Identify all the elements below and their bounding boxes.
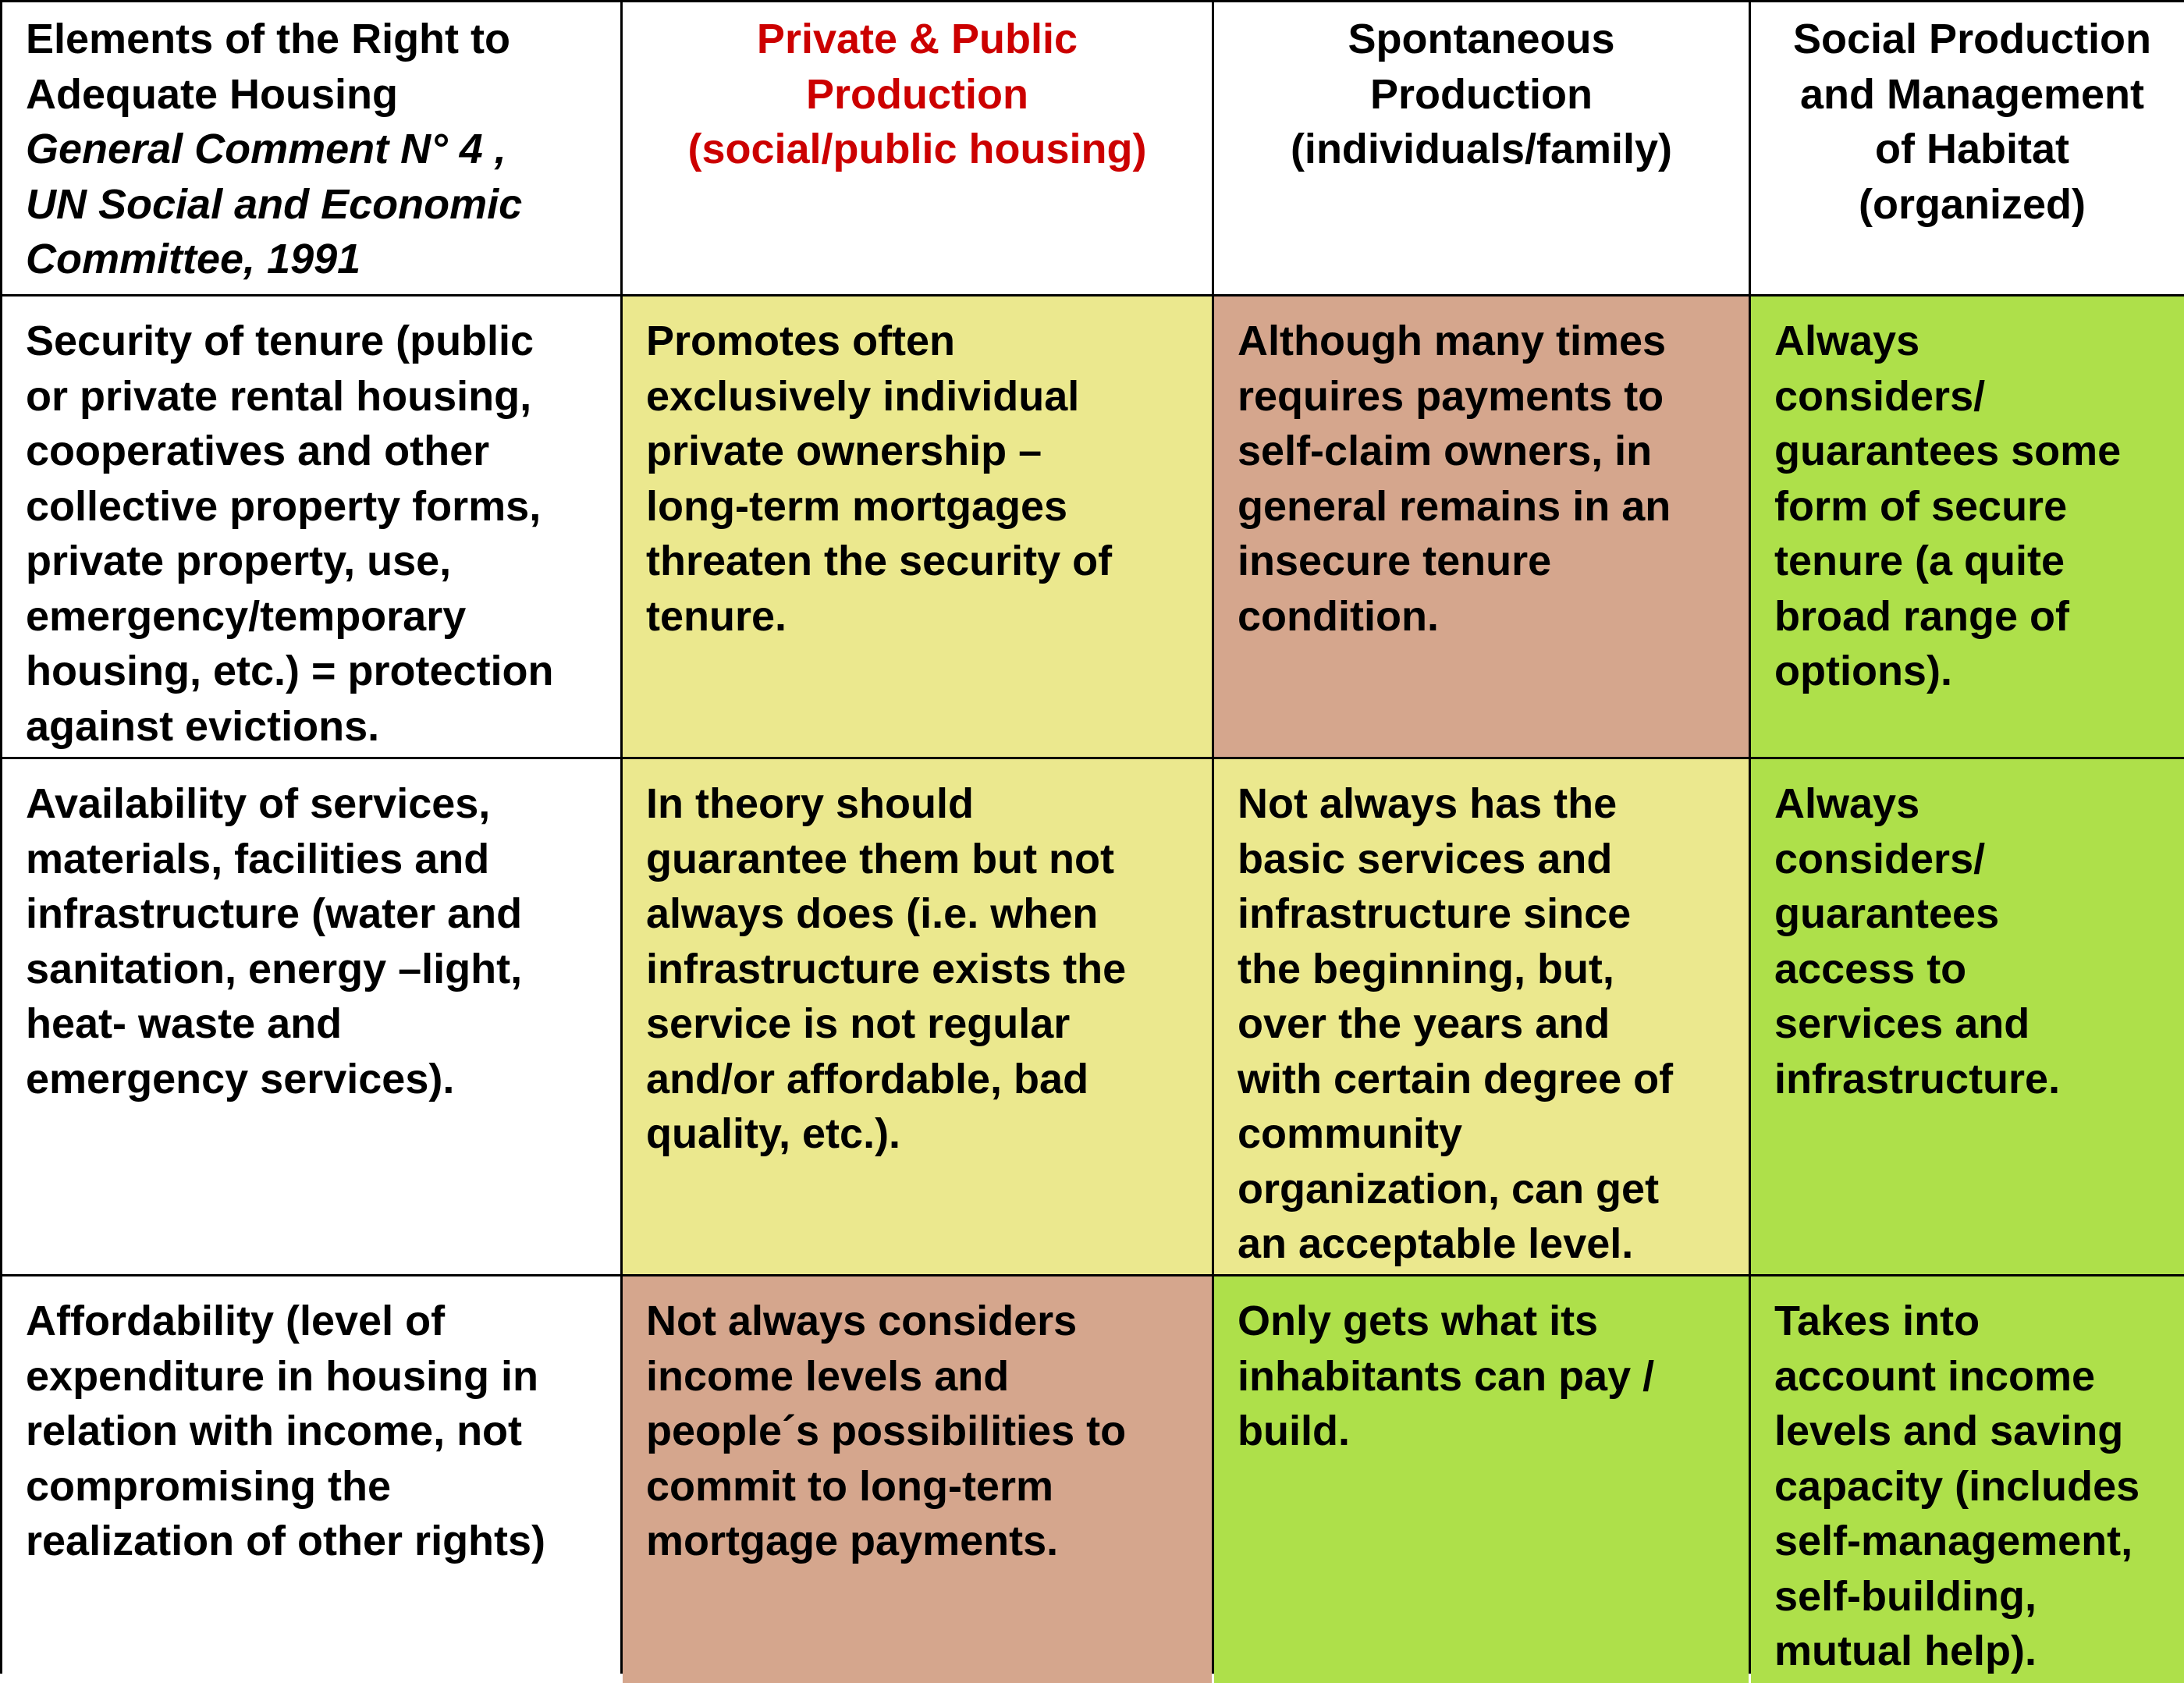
header-source-line3: Committee, 1991 [26, 236, 361, 282]
row-services-social: Always considers/ guarantees access to services and infrastructure. [1751, 759, 2184, 1274]
row-tenure-spontaneous: Although many times requires payments to self-claim owners, in general remains in an insecure tenure condition. [1214, 296, 1749, 757]
row-tenure-element: Security of tenure (public or private rental housing, cooperatives and other collective property forms, private property, use, emergency/temporary housing, etc.) = protection against evictions. [2, 296, 620, 757]
row-affordability-element: Affordability (level of expenditure in housing in relation with income, not compromising the realization of other rights) [2, 1276, 620, 1683]
row-affordability-private-public: Not always considers income levels and people´s possibilities to commit to long-term mortgage payments. [623, 1276, 1212, 1683]
row-services-spontaneous: Not always has the basic services and infrastructure since the beginning, but, over the years and with certain degree of community organization, can get an acceptable level. [1214, 759, 1749, 1274]
row-affordability-spontaneous: Only gets what its inhabitants can pay / build. [1214, 1276, 1749, 1683]
row-tenure-social: Always considers/ guarantees some form of secure tenure (a quite broad range of options). [1751, 296, 2184, 757]
row-tenure-private-public: Promotes often exclusively individual private ownership – long-term mortgages threaten the security of tenure. [623, 296, 1212, 757]
header-social-production: Social Production and Management of Habitat (organized) [1751, 2, 2184, 294]
header-source-line2: UN Social and Economic [26, 180, 523, 228]
header-elements [2, 2, 620, 294]
header-elements-line2: Adequate Housing [26, 70, 399, 118]
header-private-public: Private & Public Production (social/public housing) [623, 2, 1212, 294]
header-elements-line1: Elements of the Right to [26, 16, 510, 62]
header-source-line1: General Comment N° 4 , [26, 126, 506, 172]
row-services-element: Availability of services, materials, facilities and infrastructure (water and sanitation, energy –light, heat- waste and emergency services). [2, 759, 620, 1274]
row-services-private-public: In theory should guarantee them but not always does (i.e. when infrastructure exists the service is not regular and/or affordable, bad quality, etc.). [623, 759, 1212, 1274]
header-spontaneous: Spontaneous Production (individuals/family) [1214, 2, 1749, 294]
row-affordability-social: Takes into account income levels and saving capacity (includes self-management, self-building, mutual help). [1751, 1276, 2184, 1683]
